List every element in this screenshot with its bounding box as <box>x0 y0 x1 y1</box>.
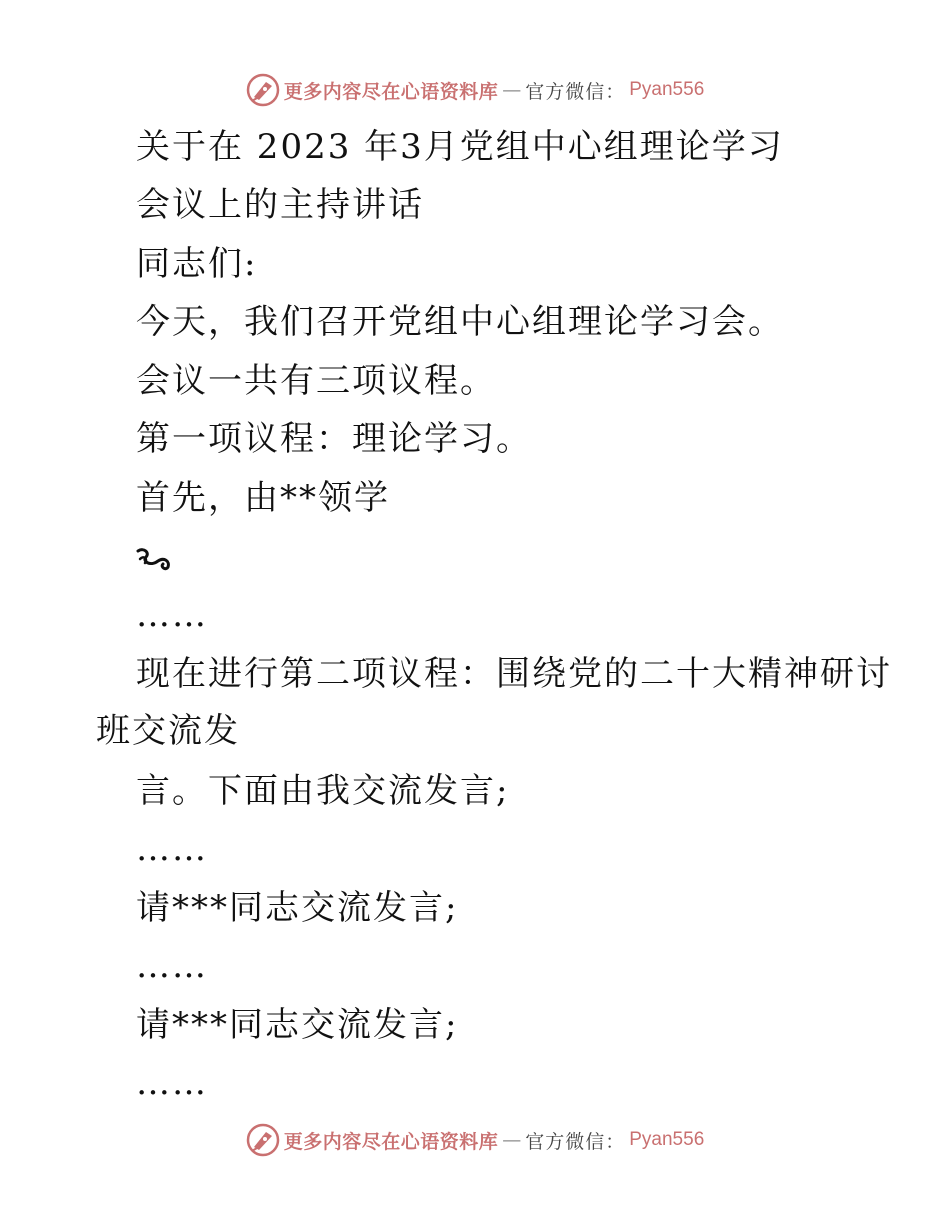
document-title-line-2: 会议上的主持讲话 <box>136 185 424 225</box>
salutation: 同志们: <box>136 244 258 284</box>
header-banner <box>0 70 950 110</box>
paragraph-agenda-one: 第一项议程：理论学习。 <box>136 419 532 459</box>
footer-banner-text: 更多内容尽在心语资料库 <box>283 1130 499 1153</box>
paragraph-agenda-count: 会议一共有三项议程。 <box>136 361 496 401</box>
header-banner-wechat-label: 官方微信： <box>525 80 626 103</box>
document-title-line-1: 关于在 2023 年3月党组中心组理论学习 <box>136 127 784 167</box>
paragraph-agenda-two-line-1: 现在进行第二项议程：围绕党的二十大精神研讨 <box>136 654 892 694</box>
ellipsis-3: …… <box>136 946 208 986</box>
paragraph-speaker-two: 请***同志交流发言; <box>136 1005 459 1045</box>
paragraph-opening: 今天，我们召开党组中心组理论学习会。 <box>136 302 784 342</box>
header-banner-text: 更多内容尽在心语资料库 <box>283 80 499 103</box>
paragraph-agenda-two-line-2: 班交流发 <box>96 711 240 751</box>
pen-nib-logo-icon <box>246 1123 280 1157</box>
pen-nib-logo-icon <box>246 73 280 107</box>
paragraph-speaker-one: 请***同志交流发言; <box>136 888 459 928</box>
footer-banner-dash: — <box>502 1129 522 1151</box>
header-banner-wechat-id: Pyan556 <box>629 79 705 100</box>
footer-banner <box>0 1120 950 1160</box>
paragraph-own-speech: 言。下面由我交流发言; <box>136 771 510 811</box>
ellipsis-1: …… <box>136 595 208 635</box>
footer-banner-wechat-label: 官方微信： <box>525 1130 626 1153</box>
ellipsis-2: …… <box>136 829 208 869</box>
ellipsis-4: …… <box>136 1063 208 1103</box>
footer-banner-wechat-id: Pyan556 <box>629 1129 705 1150</box>
header-banner-dash: — <box>502 79 522 101</box>
fleuron-ornament-icon <box>136 545 172 571</box>
paragraph-lead-study: 首先，由**领学 <box>136 478 390 518</box>
